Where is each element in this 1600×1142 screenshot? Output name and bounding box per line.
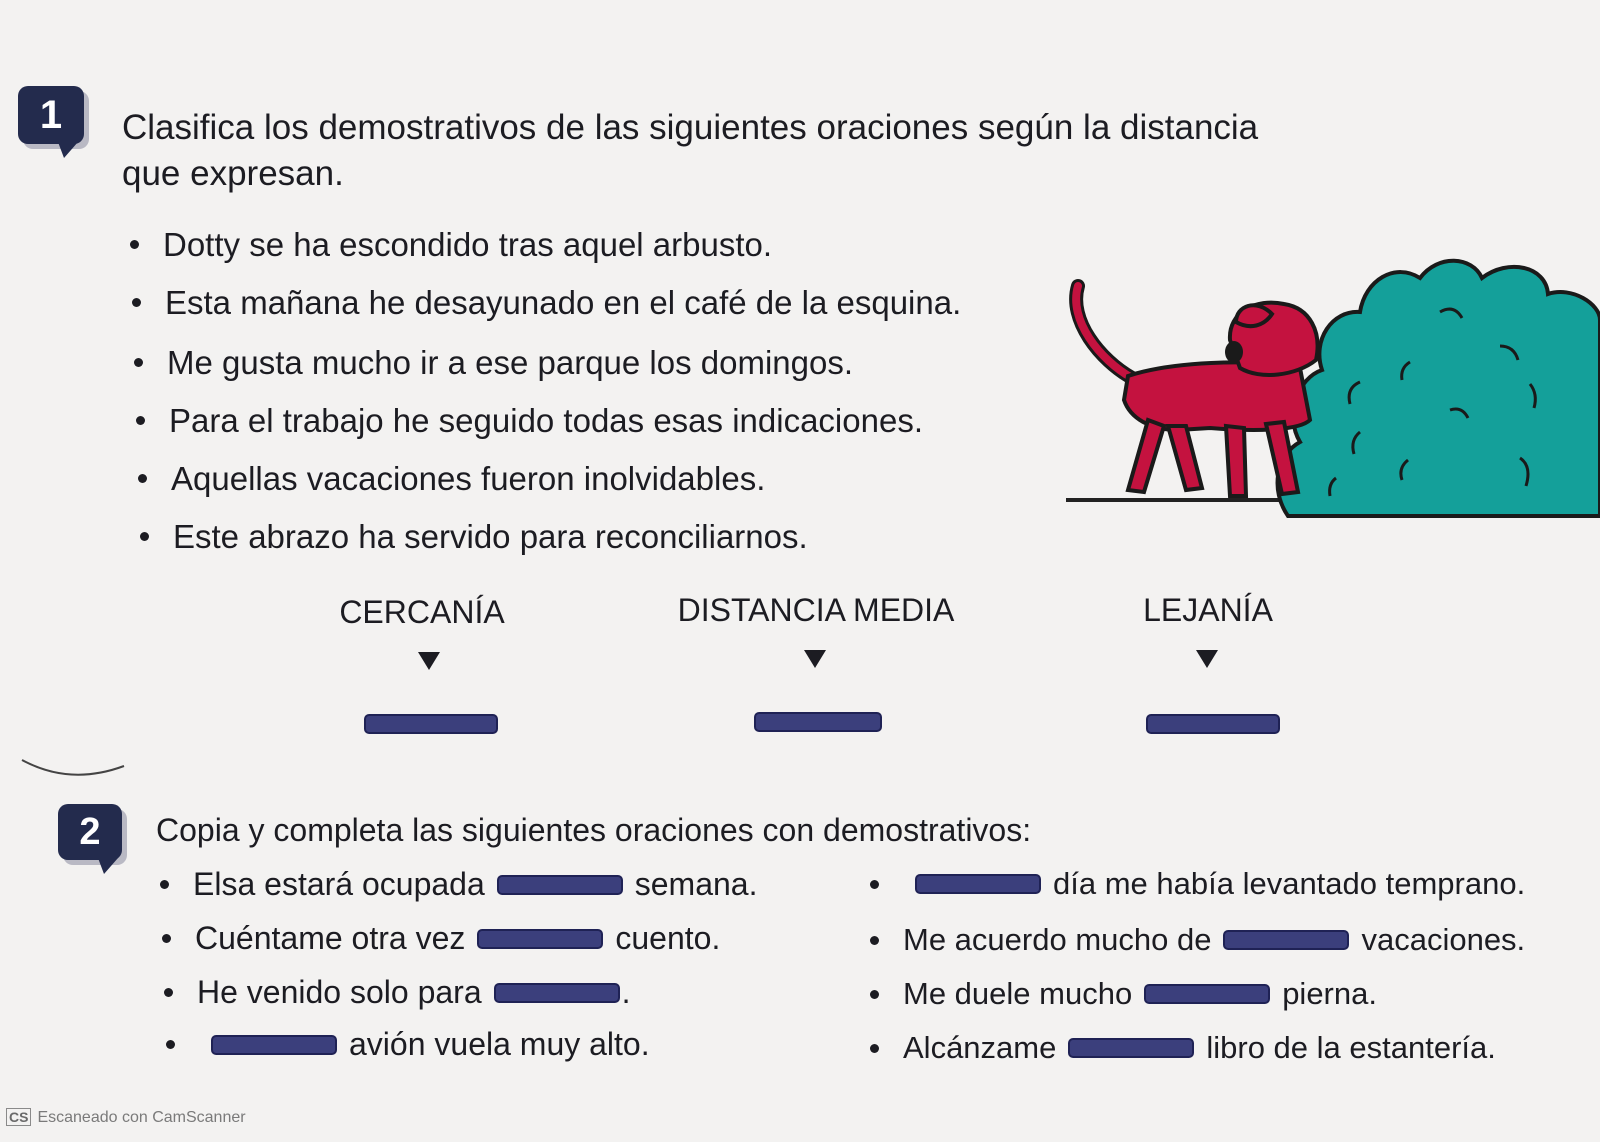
bullet-icon: [870, 1044, 879, 1053]
camscanner-logo-icon: CS: [6, 1108, 31, 1126]
watermark-text: Escaneado con CamScanner: [37, 1109, 246, 1126]
bullet-icon: [870, 936, 879, 945]
answer-blank-lejania: [1146, 714, 1280, 734]
answer-blank: [1068, 1038, 1194, 1058]
exercise-2-title: Copia y completa las siguientes oraciones con demostrativos:: [156, 812, 1032, 848]
sentence-after: vacaciones.: [1361, 922, 1526, 957]
sentence-after: avión vuela muy alto.: [349, 1026, 650, 1062]
fill-sentence-right-1: [870, 866, 1525, 902]
sentence-item: [138, 460, 765, 498]
bullet-icon: [166, 1040, 175, 1049]
divider-curve: [20, 756, 130, 782]
bullet-icon: [136, 416, 145, 425]
dog-shape: [1076, 286, 1317, 496]
bullet-icon: [134, 358, 143, 367]
fill-sentence-right-4: [870, 1030, 1496, 1066]
bullet-icon: [130, 240, 139, 249]
bullet-icon: [132, 298, 141, 307]
dog-bush-illustration: [1060, 250, 1600, 540]
exercise-1-number: 1: [39, 93, 63, 137]
sentence-item: [132, 284, 961, 322]
fill-sentence-left-4: [166, 1026, 650, 1063]
bullet-icon: [140, 532, 149, 541]
sentence-text: Este abrazo ha servido para reconciliarnos.: [173, 518, 808, 555]
answer-blank: [915, 874, 1041, 894]
sentence-item: [140, 518, 808, 556]
sentence-after: cuento.: [615, 920, 721, 956]
answer-blank-distancia-media: [754, 712, 882, 732]
answer-blank: [494, 983, 620, 1003]
category-cercania: CERCANÍA: [339, 594, 505, 630]
answer-blank: [211, 1035, 337, 1055]
bush-shape: [1278, 261, 1600, 516]
exercise-1-badge: [18, 86, 84, 144]
answer-blank-cercania: [364, 714, 498, 734]
sentence-item: [134, 344, 853, 382]
fill-sentence-left-2: [162, 920, 720, 957]
bullet-icon: [160, 880, 169, 889]
sentence-after: día me había levantado temprano.: [1053, 866, 1526, 901]
arrow-down-icon: [804, 650, 826, 668]
scanner-watermark: [6, 1108, 246, 1127]
sentence-item: [130, 226, 772, 264]
sentence-text: Aquellas vacaciones fueron inolvidables.: [171, 460, 766, 497]
sentence-before: Me duele mucho: [903, 976, 1133, 1011]
answer-blank: [1223, 930, 1349, 950]
sentence-before: Alcánzame: [903, 1030, 1057, 1065]
bullet-icon: [870, 990, 879, 999]
bullet-icon: [870, 880, 879, 889]
exercise-2-number: 2: [79, 811, 101, 853]
answer-blank: [497, 875, 623, 895]
answer-blank: [477, 929, 603, 949]
fill-sentence-right-3: [870, 976, 1377, 1012]
sentence-after: semana.: [634, 866, 758, 902]
fill-sentence-right-2: [870, 922, 1525, 958]
arrow-down-icon: [1196, 650, 1218, 668]
bullet-icon: [162, 934, 171, 943]
answer-blank: [1144, 984, 1270, 1004]
sentence-before: Cuéntame otra vez: [195, 920, 466, 956]
sentence-text: Dotty se ha escondido tras aquel arbusto.: [163, 226, 773, 263]
sentence-before: He venido solo para: [197, 974, 482, 1010]
arrow-down-icon: [418, 652, 440, 670]
bullet-icon: [138, 474, 147, 483]
exercise-1-title-line1: Clasifica los demostrativos de las siguientes oraciones según la distancia: [122, 108, 1259, 147]
category-lejania: LEJANÍA: [1143, 592, 1273, 628]
category-distancia-media: DISTANCIA MEDIA: [677, 592, 955, 628]
sentence-after: .: [621, 974, 631, 1010]
exercise-1-title-line2: que expresan.: [122, 154, 344, 193]
fill-sentence-left-1: [160, 866, 757, 903]
sentence-text: Me gusta mucho ir a ese parque los domingos.: [167, 344, 854, 381]
sentence-before: Elsa estará ocupada: [193, 866, 485, 902]
sentence-text: Esta mañana he desayunado en el café de la esquina.: [165, 284, 962, 321]
fill-sentence-left-3: [164, 974, 631, 1011]
sentence-after: pierna.: [1282, 976, 1377, 1011]
sentence-after: libro de la estantería.: [1206, 1030, 1496, 1065]
bullet-icon: [164, 988, 173, 997]
sentence-item: [136, 402, 923, 440]
sentence-text: Para el trabajo he seguido todas esas indicaciones.: [169, 402, 923, 439]
sentence-before: Me acuerdo mucho de: [903, 922, 1212, 957]
exercise-2-badge: [58, 804, 122, 860]
